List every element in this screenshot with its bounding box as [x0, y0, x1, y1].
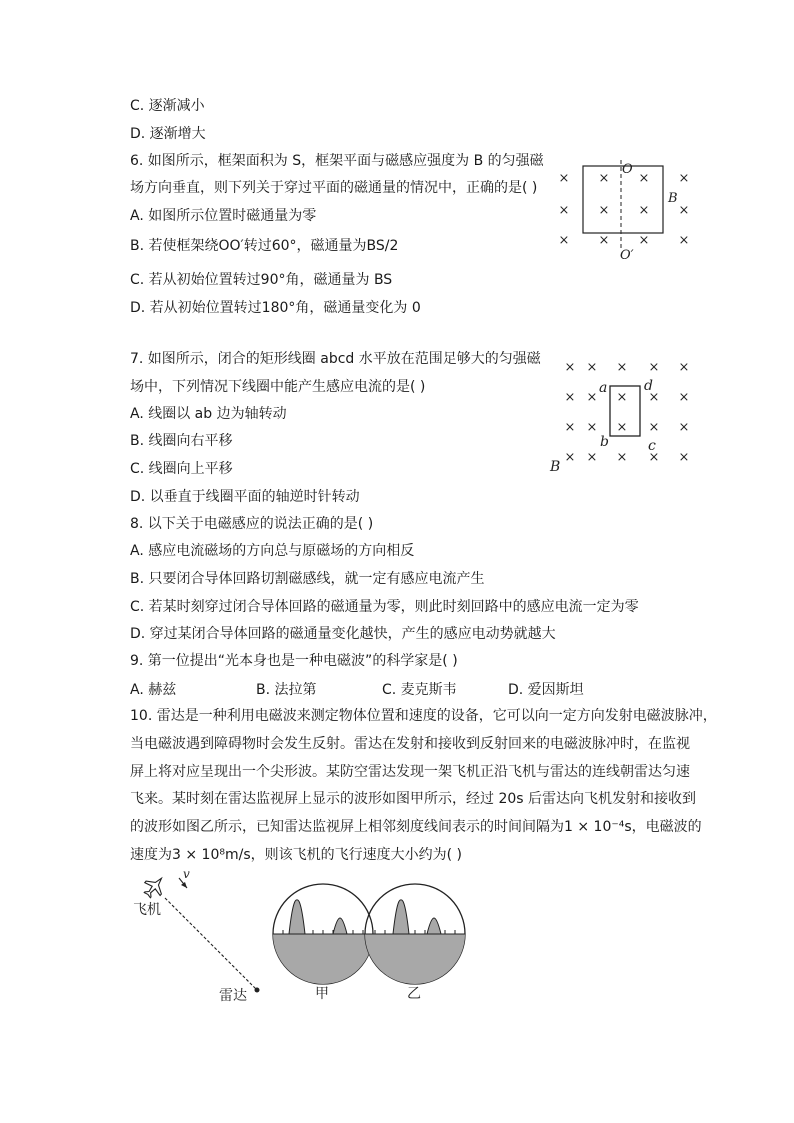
- svg-text:×: ×: [586, 390, 598, 405]
- q7-coil-figure: [548, 355, 698, 475]
- q6-label-o: O: [622, 162, 633, 177]
- q7-option-c: C. 线圈向上平移: [130, 461, 233, 477]
- svg-text:×: ×: [586, 360, 598, 375]
- plane-radar-line: [165, 898, 257, 990]
- label-jia: 甲: [315, 986, 329, 1002]
- svg-text:×: ×: [678, 360, 690, 375]
- q6-option-a: A. 如图所示位置时磁通量为零: [130, 208, 317, 224]
- q7-label-c: c: [648, 438, 656, 454]
- q7-field-crosses: [565, 360, 690, 465]
- svg-text:×: ×: [616, 420, 628, 435]
- plane-icon: [140, 872, 169, 902]
- q10-line5: 的波形如图乙所示，已知雷达监视屏上相邻刻度线间表示的时间间隔为1 × 10⁻⁴s，电磁波的: [130, 819, 702, 835]
- screen-yi: [365, 884, 465, 984]
- svg-text:×: ×: [564, 450, 576, 465]
- q6-frame-figure: [552, 158, 702, 263]
- q8-option-b: B. 只要闭合导体回路切割磁感线，就一定有感应电流产生: [130, 571, 485, 587]
- yi-peak-receive: [427, 918, 441, 934]
- screen-jia: [273, 884, 373, 984]
- q6-stem-line1: 6. 如图所示，框架面积为 S，框架平面与磁感应强度为 B 的匀强磁: [130, 153, 544, 169]
- q7-option-a: A. 线圈以 ab 边为轴转动: [130, 406, 287, 422]
- q6-cross: ×: [598, 171, 610, 186]
- q6-option-b: B. 若使框架绕OO′转过60°，磁通量为BS/2: [130, 238, 399, 254]
- q10-radar-figure: [125, 868, 495, 1008]
- label-yi: 乙: [407, 986, 421, 1002]
- q8-option-c: C. 若某时刻穿过闭合导体回路的磁通量为零，则此时刻回路中的感应电流一定为零: [130, 599, 639, 615]
- q6-label-b: B: [668, 191, 678, 206]
- q6-cross: ×: [678, 203, 690, 218]
- q6-cross: ×: [558, 203, 570, 218]
- q6-option-d: D. 若从初始位置转过180°角，磁通量变化为 0: [130, 300, 421, 316]
- svg-text:×: ×: [648, 420, 660, 435]
- q9-stem: 9. 第一位提出“光本身也是一种电磁波”的科学家是( ): [130, 653, 458, 669]
- radar-dot: [255, 988, 260, 993]
- q7-stem-line1: 7. 如图所示，闭合的矩形线圈 abcd 水平放在范围足够大的匀强磁: [130, 351, 541, 367]
- q6-cross: ×: [678, 171, 690, 186]
- q5-option-d: D. 逐渐增大: [130, 126, 206, 142]
- q5-option-c: C. 逐渐减小: [130, 98, 205, 114]
- svg-text:×: ×: [678, 450, 690, 465]
- jia-peak-receive: [333, 918, 347, 934]
- q10-line4: 飞来。某时刻在雷达监视屏上显示的波形如图甲所示，经过 20s 后雷达向飞机发射和接收到: [130, 791, 697, 807]
- svg-text:×: ×: [678, 390, 690, 405]
- q9-option-a: A. 赫兹: [130, 682, 177, 698]
- q10-line3: 屏上将对应呈现出一个尖形波。某防空雷达发现一架飞机正沿飞机与雷达的连线朝雷达匀速: [130, 764, 690, 780]
- svg-text:×: ×: [586, 420, 598, 435]
- svg-text:×: ×: [648, 360, 660, 375]
- svg-text:×: ×: [564, 390, 576, 405]
- q6-cross: ×: [558, 233, 570, 248]
- q10-line6: 速度为3 × 10⁸m/s，则该飞机的飞行速度大小约为( ): [130, 847, 462, 863]
- svg-text:×: ×: [648, 450, 660, 465]
- q7-label-b: b: [600, 434, 609, 450]
- velocity-arrowhead: [181, 882, 187, 888]
- svg-text:×: ×: [586, 450, 598, 465]
- label-radar: 雷达: [219, 988, 247, 1004]
- q6-cross: ×: [638, 171, 650, 186]
- q7-option-b: B. 线圈向右平移: [130, 433, 233, 449]
- q6-label-o-prime: O′: [620, 248, 634, 263]
- q6-cross: ×: [598, 233, 610, 248]
- q6-stem-line2: 场方向垂直，则下列关于穿过平面的磁通量的情况中，正确的是( ): [130, 180, 538, 196]
- svg-text:×: ×: [564, 420, 576, 435]
- q8-stem: 8. 以下关于电磁感应的说法正确的是( ): [130, 516, 374, 532]
- q7-stem-line2: 场中，下列情况下线圈中能产生感应电流的是( ): [130, 379, 426, 395]
- q9-options-row: [130, 680, 630, 700]
- label-v: v: [183, 868, 190, 881]
- q6-cross: ×: [678, 233, 690, 248]
- q9-option-b: B. 法拉第: [256, 682, 317, 698]
- q10-line2: 当电磁波遇到障碍物时会发生反射。雷达在发射和接收到反射回来的电磁波脉冲时，在监视: [130, 736, 690, 752]
- q6-cross: ×: [558, 171, 570, 186]
- q7-label-a: a: [599, 380, 608, 396]
- q9-option-c: C. 麦克斯韦: [382, 682, 457, 698]
- svg-text:×: ×: [616, 390, 628, 405]
- q7-option-d: D. 以垂直于线圈平面的轴逆时针转动: [130, 489, 360, 505]
- svg-text:×: ×: [648, 390, 660, 405]
- q7-label-d: d: [644, 378, 653, 394]
- yi-peak-transmit: [393, 900, 409, 934]
- svg-text:×: ×: [616, 360, 628, 375]
- svg-text:×: ×: [678, 420, 690, 435]
- q7-label-field: B: [550, 459, 561, 475]
- svg-text:×: ×: [616, 450, 628, 465]
- svg-text:×: ×: [564, 360, 576, 375]
- q10-line1: 10. 雷达是一种利用电磁波来测定物体位置和速度的设备，它可以向一定方向发射电磁波脉冲，: [130, 708, 717, 724]
- jia-peak-transmit: [289, 900, 305, 934]
- q6-cross: ×: [638, 233, 650, 248]
- q6-cross: ×: [598, 203, 610, 218]
- q8-option-a: A. 感应电流磁场的方向总与原磁场的方向相反: [130, 543, 415, 559]
- q9-option-d: D. 爱因斯坦: [508, 682, 584, 698]
- q6-cross: ×: [638, 203, 650, 218]
- label-plane: 飞机: [133, 902, 161, 918]
- q6-option-c: C. 若从初始位置转过90°角，磁通量为 BS: [130, 272, 393, 288]
- q8-option-d: D. 穿过某闭合导体回路的磁通量变化越快，产生的感应电动势就越大: [130, 626, 556, 642]
